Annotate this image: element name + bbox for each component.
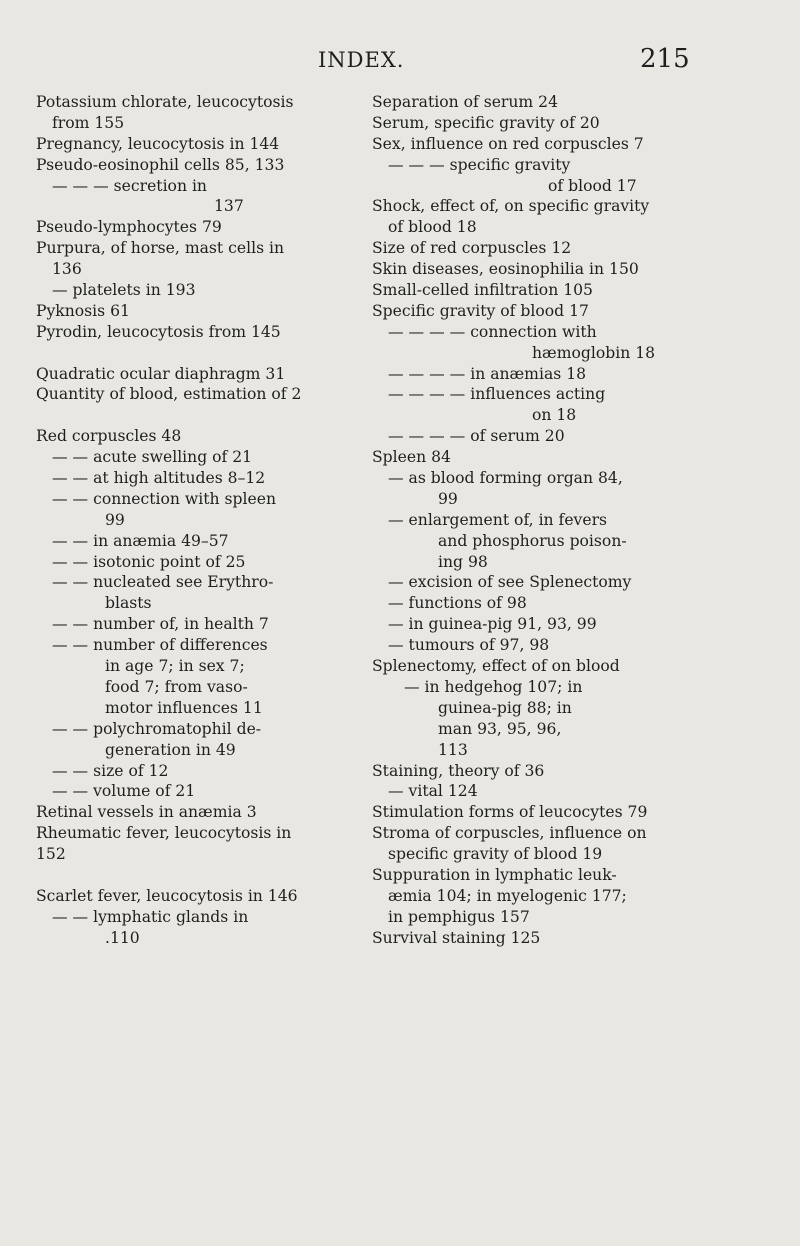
index-entry: motor influences 11 bbox=[105, 698, 263, 717]
index-entry: 136 bbox=[52, 260, 82, 279]
index-entry: — — — — influences acting bbox=[388, 385, 606, 404]
index-column-right bbox=[372, 92, 764, 949]
index-entry: 113 bbox=[438, 740, 468, 759]
index-entry: generation in 49 bbox=[105, 740, 236, 759]
index-entry: — enlargement of, in fevers bbox=[388, 510, 608, 529]
index-entry: Suppuration in lymphatic leuk- bbox=[372, 865, 617, 884]
index-entry: — — — specific gravity bbox=[388, 155, 571, 174]
page-header bbox=[0, 44, 800, 84]
index-entry: — — size of 12 bbox=[52, 761, 169, 780]
entry-gap bbox=[36, 865, 362, 886]
index-entry: — excision of see Splenectomy bbox=[388, 573, 632, 592]
index-entry: Retinal vessels in anæmia 3 bbox=[36, 803, 257, 822]
index-entry: Size of red corpuscles 12 bbox=[372, 239, 572, 258]
index-entry: Pregnancy, leucocytosis in 144 bbox=[36, 134, 280, 153]
index-entry: — — polychromatophil de- bbox=[52, 719, 262, 738]
index-entry: — tumours of 97, 98 bbox=[388, 636, 550, 655]
page-number: 215 bbox=[640, 44, 690, 74]
index-entry: — — at high altitudes 8–12 bbox=[52, 469, 266, 488]
index-entry: Quantity of blood, estimation of 2 bbox=[36, 385, 302, 404]
index-entry: — — — — connection with bbox=[388, 322, 597, 341]
index-entry: Pyrodin, leucocytosis from 145 bbox=[36, 322, 281, 341]
index-entry: — in hedgehog 107; in bbox=[404, 677, 583, 696]
index-entry: Stroma of corpuscles, influence on bbox=[372, 824, 647, 843]
index-entry: Staining, theory of 36 bbox=[372, 761, 545, 780]
index-entry: — — volume of 21 bbox=[52, 782, 196, 801]
index-entry: — in guinea-pig 91, 93, 99 bbox=[388, 615, 597, 634]
index-entry: — — — — of serum 20 bbox=[388, 427, 565, 446]
index-entry: Sex, influence on red corpuscles 7 bbox=[372, 134, 644, 153]
index-entry: — — connection with spleen bbox=[52, 489, 276, 508]
index-entry: .110 bbox=[105, 928, 140, 947]
index-entry: Splenectomy, effect of on blood bbox=[372, 657, 620, 676]
index-entry: Quadratic ocular diaphragm 31 bbox=[36, 364, 286, 383]
index-entry: Serum, specific gravity of 20 bbox=[372, 113, 600, 132]
index-entry: — vital 124 bbox=[388, 782, 478, 801]
index-entry: Survival staining 125 bbox=[372, 928, 541, 947]
index-entry: Purpura, of horse, mast cells in bbox=[36, 239, 285, 258]
index-entry: ing 98 bbox=[438, 552, 488, 571]
index-entry: from 155 bbox=[52, 113, 125, 132]
index-entry: Specific gravity of blood 17 bbox=[372, 301, 589, 320]
index-entry: 137 bbox=[214, 197, 244, 216]
index-entry: blasts bbox=[105, 594, 152, 613]
index-entry: 152 bbox=[36, 845, 66, 864]
index-entry: 99 bbox=[438, 489, 458, 508]
index-entry: — platelets in 193 bbox=[52, 281, 196, 300]
index-entry: specific gravity of blood 19 bbox=[388, 845, 603, 864]
index-entry: — functions of 98 bbox=[388, 594, 527, 613]
index-entry: and phosphorus poison- bbox=[438, 531, 627, 550]
index-entry: — — acute swelling of 21 bbox=[52, 448, 253, 467]
index-entry: — — isotonic point of 25 bbox=[52, 552, 246, 571]
index-entry: Potassium chlorate, leucocytosis bbox=[36, 93, 294, 111]
index-entry: Skin diseases, eosinophilia in 150 bbox=[372, 260, 639, 279]
index-entry: food 7; from vaso- bbox=[105, 677, 248, 696]
index-entry: Scarlet fever, leucocytosis in 146 bbox=[36, 886, 298, 905]
index-entry: in pemphigus 157 bbox=[388, 907, 530, 926]
index-entry: Spleen 84 bbox=[372, 448, 451, 467]
index-entry: — — — — in anæmias 18 bbox=[388, 364, 587, 383]
index-entry: Small-celled infiltration 105 bbox=[372, 281, 593, 300]
index-column-left bbox=[36, 92, 362, 949]
index-entry: of blood 17 bbox=[548, 176, 637, 195]
index-entry: — — nucleated see Erythro- bbox=[52, 573, 274, 592]
index-entry: — as blood forming organ 84, bbox=[388, 469, 623, 488]
index-entry: on 18 bbox=[532, 406, 577, 425]
index-entry: Separation of serum 24 bbox=[372, 93, 559, 111]
index-entry: — — number of differences bbox=[52, 636, 268, 655]
index-entry: Pseudo-eosinophil cells 85, 133 bbox=[36, 155, 285, 174]
index-entry: 99 bbox=[105, 510, 125, 529]
index-entry: man 93, 95, 96, bbox=[438, 719, 562, 738]
index-entry: — — in anæmia 49–57 bbox=[52, 531, 229, 550]
index-entry: Pyknosis 61 bbox=[36, 301, 130, 320]
index-entry: Red corpuscles 48 bbox=[36, 427, 182, 446]
index-entry: guinea-pig 88; in bbox=[438, 698, 572, 717]
index-entry: æmia 104; in myelogenic 177; bbox=[388, 886, 627, 905]
running-title: INDEX. bbox=[318, 48, 405, 72]
index-entry: in age 7; in sex 7; bbox=[105, 657, 245, 676]
index-entry: Rheumatic fever, leucocytosis in bbox=[36, 824, 292, 843]
entry-gap bbox=[36, 405, 362, 426]
index-entry: Stimulation forms of leucocytes 79 bbox=[372, 803, 648, 822]
index-entry: hæmoglobin 18 bbox=[532, 343, 656, 362]
index-entry: — — number of, in health 7 bbox=[52, 615, 269, 634]
index-entry: of blood 18 bbox=[388, 218, 477, 237]
index-entry: Pseudo-lymphocytes 79 bbox=[36, 218, 222, 237]
index-entry: Shock, effect of, on specific gravity bbox=[372, 197, 650, 216]
entry-gap bbox=[36, 343, 362, 364]
index-entry: — — — secretion in bbox=[52, 176, 207, 195]
index-entry: — — lymphatic glands in bbox=[52, 907, 249, 926]
